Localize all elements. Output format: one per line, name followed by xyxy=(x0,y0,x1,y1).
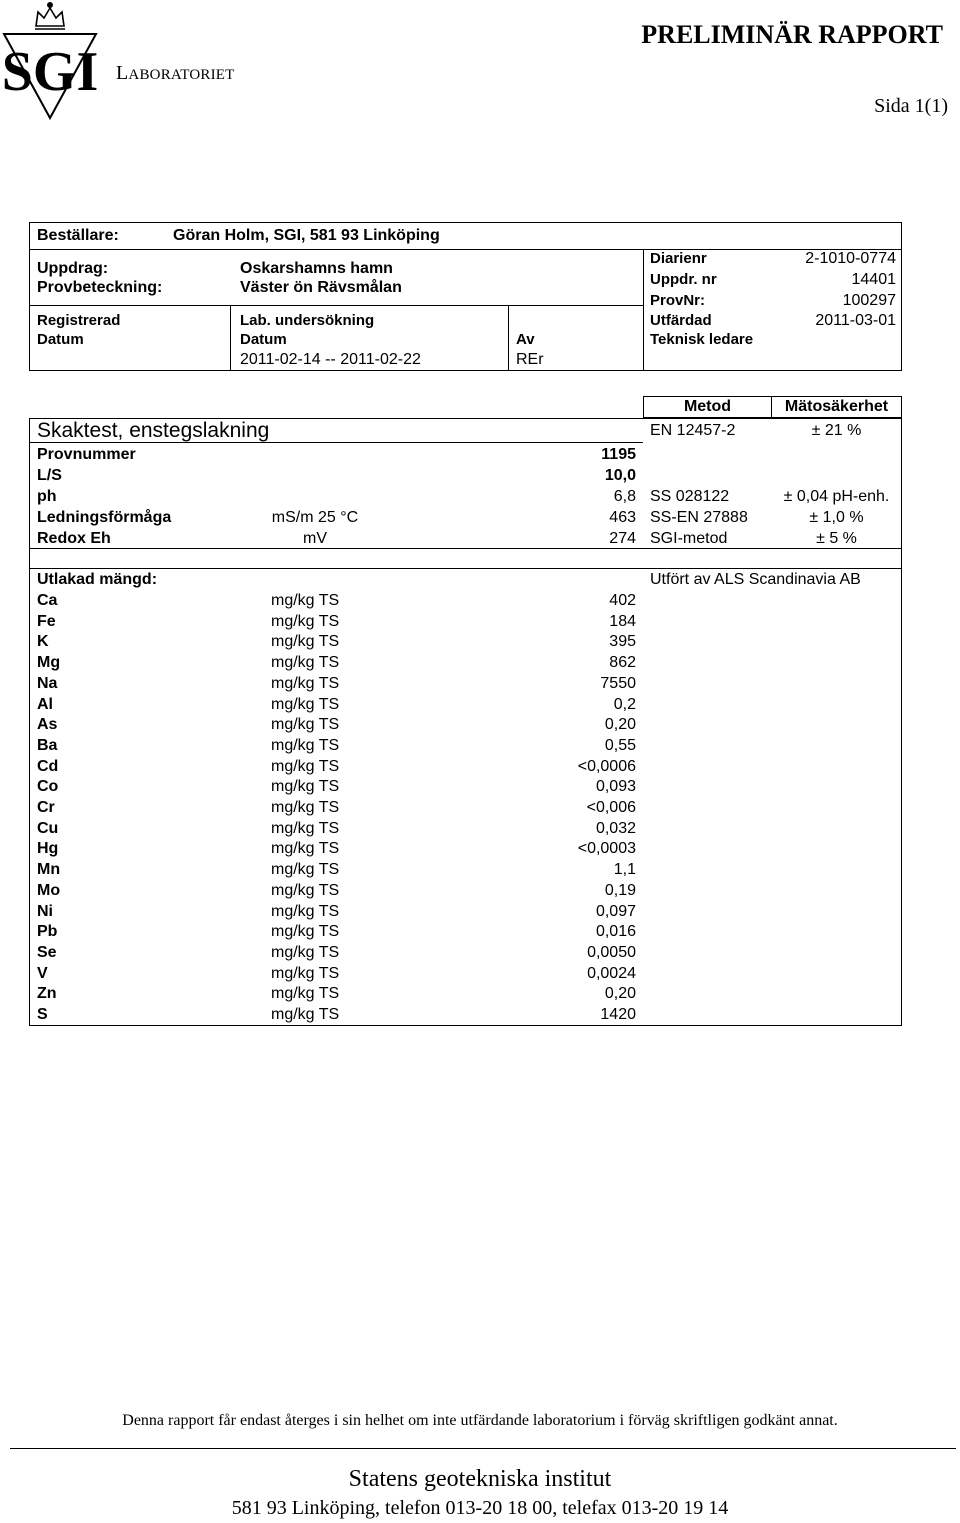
element-unit: mg/kg TS xyxy=(271,943,340,961)
element-name: Cu xyxy=(37,819,59,837)
element-value: 402 xyxy=(609,592,636,609)
element-value: 0,2 xyxy=(613,695,636,713)
element-value: 862 xyxy=(609,654,636,672)
param-unit: mV xyxy=(303,530,327,547)
param-value: 274 xyxy=(609,530,636,547)
param-metod: SS 028122 xyxy=(650,488,730,505)
lab-datum-label: Datum xyxy=(240,331,287,348)
element-unit: mg/kg TS xyxy=(271,654,340,672)
element-value: 1420 xyxy=(600,1006,636,1023)
element-name: Al xyxy=(37,695,53,713)
footer-line xyxy=(10,1448,956,1449)
element-name: Se xyxy=(37,943,57,961)
uppdr-nr-label: Uppdr. nr xyxy=(650,271,717,288)
lab-undersokning-label: Lab. undersökning xyxy=(240,312,375,329)
datum-label: Datum xyxy=(37,331,84,348)
bestallare-label: Beställare: xyxy=(37,227,119,244)
provbeteckning-label: Provbeteckning: xyxy=(37,279,163,296)
element-name: Ba xyxy=(37,736,58,754)
utlakad-label: Utlakad mängd: xyxy=(37,571,158,588)
element-value: 0,032 xyxy=(595,819,636,837)
element-unit: mg/kg TS xyxy=(271,923,340,941)
element-value: 0,0024 xyxy=(587,964,636,982)
results-title: Skaktest, enstegslakning xyxy=(37,419,270,442)
element-name: Cr xyxy=(37,799,55,816)
provbeteckning-value: Väster ön Rävsmålan xyxy=(240,279,402,296)
param-value: 463 xyxy=(609,509,636,526)
uppdrag-label: Uppdrag: xyxy=(37,260,109,277)
bestallare-value: Göran Holm, SGI, 581 93 Linköping xyxy=(173,227,440,244)
element-name: Co xyxy=(37,778,59,796)
param-osakerhet: ± 5 % xyxy=(816,530,857,547)
element-unit: mg/kg TS xyxy=(271,799,340,816)
element-value: 0,20 xyxy=(604,716,636,734)
title-metod: EN 12457-2 xyxy=(650,422,736,439)
title-osakerhet: ± 21 % xyxy=(811,422,862,439)
element-name: V xyxy=(37,964,48,982)
footer-notice: Denna rapport får endast återges i sin helhet om inte utfärdande laboratorium i förväg skriftligen godkänt annat. xyxy=(122,1412,838,1429)
param-unit: mS/m 25 °C xyxy=(271,509,359,526)
element-unit: mg/kg TS xyxy=(271,757,340,775)
element-name: K xyxy=(37,633,49,651)
param-osakerhet: ± 1,0 % xyxy=(809,509,864,526)
element-value: 0,016 xyxy=(595,923,636,941)
utfort-av: Utfört av ALS Scandinavia AB xyxy=(650,571,861,588)
element-value: 0,19 xyxy=(604,881,636,899)
element-name: Ni xyxy=(37,902,53,920)
element-unit: mg/kg TS xyxy=(271,964,340,982)
param-unit xyxy=(260,486,370,507)
element-unit: mg/kg TS xyxy=(271,1006,340,1023)
element-name: Mn xyxy=(37,861,61,879)
provnummer-value: 1195 xyxy=(601,446,636,463)
provnr-value: 100297 xyxy=(842,292,896,309)
registrerad-label: Registrerad xyxy=(37,312,121,329)
element-unit: mg/kg TS xyxy=(271,819,340,837)
info-vline xyxy=(230,305,231,371)
element-name: Ca xyxy=(37,592,58,609)
utfardad-label: Utfärdad xyxy=(650,312,712,329)
element-unit: mg/kg TS xyxy=(271,592,340,609)
element-value: 0,0050 xyxy=(587,943,636,961)
av-label: Av xyxy=(516,331,535,348)
param-value: 6,8 xyxy=(613,488,636,505)
element-unit: mg/kg TS xyxy=(271,695,340,713)
footer-institute: Statens geotekniska institut xyxy=(348,1466,612,1492)
element-unit: mg/kg TS xyxy=(271,674,340,692)
param-name: Redox Eh xyxy=(37,530,111,547)
element-value: 1,1 xyxy=(613,861,636,879)
sgi-logo xyxy=(2,0,98,124)
element-name: Na xyxy=(37,674,58,692)
param-metod: SS-EN 27888 xyxy=(650,509,748,526)
element-name: Mo xyxy=(37,881,61,899)
element-unit: mg/kg TS xyxy=(271,840,340,858)
element-unit: mg/kg TS xyxy=(271,736,340,754)
uppdrag-value: Oskarshamns hamn xyxy=(240,260,393,277)
diarienr-label: Diarienr xyxy=(650,250,707,267)
param-name: ph xyxy=(37,488,57,505)
element-value: <0,0003 xyxy=(577,840,636,858)
element-value: 0,093 xyxy=(595,778,636,796)
element-unit: mg/kg TS xyxy=(271,778,340,796)
metod-header: Metod xyxy=(643,396,772,418)
element-value: <0,006 xyxy=(586,799,636,816)
element-value: 0,55 xyxy=(604,736,636,754)
ls-value: 10,0 xyxy=(604,467,636,484)
element-name: Hg xyxy=(37,840,59,858)
element-unit: mg/kg TS xyxy=(271,861,340,879)
element-unit: mg/kg TS xyxy=(271,902,340,920)
element-unit: mg/kg TS xyxy=(271,716,340,734)
element-value: 7550 xyxy=(600,674,636,692)
element-unit: mg/kg TS xyxy=(271,881,340,899)
element-name: S xyxy=(37,1006,48,1023)
element-name: Zn xyxy=(37,985,57,1003)
report-title: PRELIMINÄR RAPPORT xyxy=(641,20,943,49)
teknisk-ledare-label: Teknisk ledare xyxy=(650,331,754,348)
param-name: Ledningsförmåga xyxy=(37,509,172,526)
element-value: <0,0006 xyxy=(577,757,636,775)
info-vline-2 xyxy=(508,305,509,371)
element-value: 184 xyxy=(609,612,636,630)
uppdr-nr-value: 14401 xyxy=(851,271,896,288)
av-value: REr xyxy=(516,351,544,368)
element-name: Fe xyxy=(37,612,56,630)
element-unit: mg/kg TS xyxy=(271,633,340,651)
utfardad-value: 2011-03-01 xyxy=(815,312,896,329)
param-metod: SGI-metod xyxy=(650,530,728,547)
crown-icon xyxy=(35,3,65,29)
element-name: As xyxy=(37,716,58,734)
element-name: Pb xyxy=(37,923,58,941)
info-divider xyxy=(29,249,643,250)
param-osakerhet: ± 0,04 pH-enh. xyxy=(783,488,890,505)
logo-text: SGI xyxy=(2,41,98,103)
provnr-label: ProvNr: xyxy=(650,292,706,309)
element-unit: mg/kg TS xyxy=(271,985,340,1003)
element-name: Cd xyxy=(37,757,59,775)
info-divider-2 xyxy=(29,305,643,306)
footer-address: 581 93 Linköping, telefon 013-20 18 00, telefax 013-20 19 14 xyxy=(231,1497,729,1519)
ls-label: L/S xyxy=(37,467,62,484)
element-unit: mg/kg TS xyxy=(271,612,340,630)
matosakerhet-header: Mätosäkerhet xyxy=(771,396,902,418)
element-name: Mg xyxy=(37,654,61,672)
lab-datum-value: 2011-02-14 -- 2011-02-22 xyxy=(240,351,421,368)
element-value: 0,097 xyxy=(595,902,636,920)
laboratoriet-label: LABORATORIET xyxy=(116,62,235,84)
element-value: 0,20 xyxy=(604,985,636,1003)
diarienr-value: 2-1010-0774 xyxy=(805,250,896,267)
provnummer-label: Provnummer xyxy=(37,446,136,463)
element-value: 395 xyxy=(609,633,636,651)
page-number: Sida 1(1) xyxy=(874,95,948,117)
